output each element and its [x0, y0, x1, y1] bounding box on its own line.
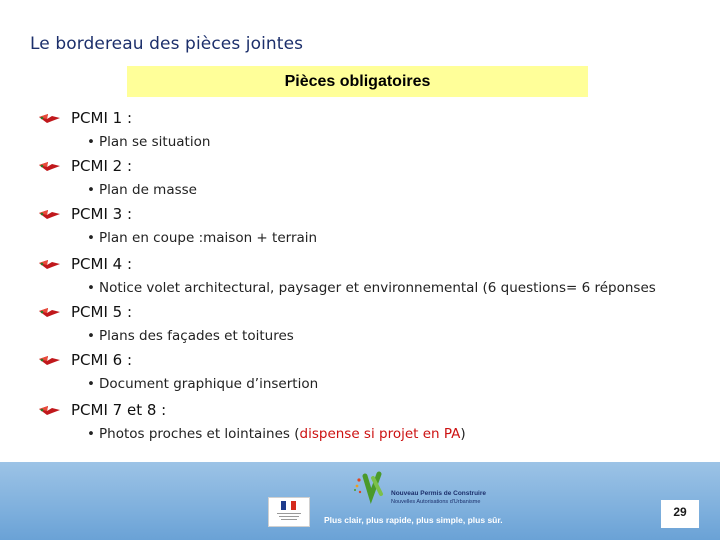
- highlight-text: dispense si projet en PA: [299, 426, 461, 442]
- list-item-pcmi-1: [38, 107, 132, 129]
- sub-bullet: •: [87, 280, 95, 296]
- sub-bullet: •: [87, 182, 95, 198]
- red-bullet-icon: [38, 306, 62, 318]
- footer-tagline: Plus clair, plus rapide, plus simple, plus sûr.: [324, 515, 503, 525]
- red-bullet-icon: [38, 404, 62, 416]
- sub-item-text: Plans des façades et toitures: [99, 328, 294, 344]
- sub-item-text: Plan de masse: [99, 182, 197, 198]
- sub-item-text-end: ): [460, 426, 466, 442]
- logo-subtitle: Nouvelles Autorisations d'Urbanisme: [391, 499, 481, 505]
- item-label: PCMI 1 :: [71, 109, 133, 127]
- page-number: 29: [673, 505, 687, 519]
- item-label: PCMI 4 :: [71, 255, 133, 273]
- sub-item: [87, 425, 466, 443]
- sub-item: [87, 375, 318, 393]
- section-banner: Pièces obligatoires: [127, 66, 588, 97]
- sub-bullet: •: [87, 376, 95, 392]
- sub-item: [87, 229, 317, 247]
- list-item-pcmi-5: [38, 301, 132, 323]
- item-label: PCMI 2 :: [71, 157, 133, 175]
- sub-bullet: •: [87, 134, 95, 150]
- sub-item-text: Plan se situation: [99, 134, 211, 150]
- sub-item-text: Notice volet architectural, paysager et environnemental (6 questions= 6 réponses: [99, 280, 656, 296]
- sub-item-text: Plan en coupe :maison + terrain: [99, 230, 318, 246]
- permis-logo-icon: [351, 468, 391, 504]
- sub-item: [87, 133, 210, 151]
- item-label: PCMI 3 :: [71, 205, 133, 223]
- list-item-pcmi-4: [38, 253, 132, 275]
- sub-bullet: •: [87, 426, 95, 442]
- sub-item: [87, 181, 197, 199]
- red-bullet-icon: [38, 160, 62, 172]
- item-label: PCMI 6 :: [71, 351, 133, 369]
- slide-title: Le bordereau des pièces jointes: [30, 34, 304, 54]
- sub-bullet: •: [87, 230, 95, 246]
- item-label: PCMI 7 et 8 :: [71, 401, 167, 419]
- sub-item-text: Photos proches et lointaines (: [99, 426, 300, 442]
- logo-title: Nouveau Permis de Construire: [391, 490, 486, 497]
- list-item-pcmi-6: [38, 349, 132, 371]
- red-bullet-icon: [38, 354, 62, 366]
- red-bullet-icon: [38, 208, 62, 220]
- list-item-pcmi-7-8: [38, 399, 166, 421]
- list-item-pcmi-2: [38, 155, 132, 177]
- sub-bullet: •: [87, 328, 95, 344]
- sub-item-text: Document graphique d’insertion: [99, 376, 319, 392]
- sub-item: [87, 327, 294, 345]
- list-item-pcmi-3: [38, 203, 132, 225]
- french-flag-icon: [269, 498, 309, 526]
- sub-item: [87, 279, 656, 297]
- red-bullet-icon: [38, 112, 62, 124]
- item-label: PCMI 5 :: [71, 303, 133, 321]
- red-bullet-icon: [38, 258, 62, 270]
- marianne-logo: [268, 497, 310, 527]
